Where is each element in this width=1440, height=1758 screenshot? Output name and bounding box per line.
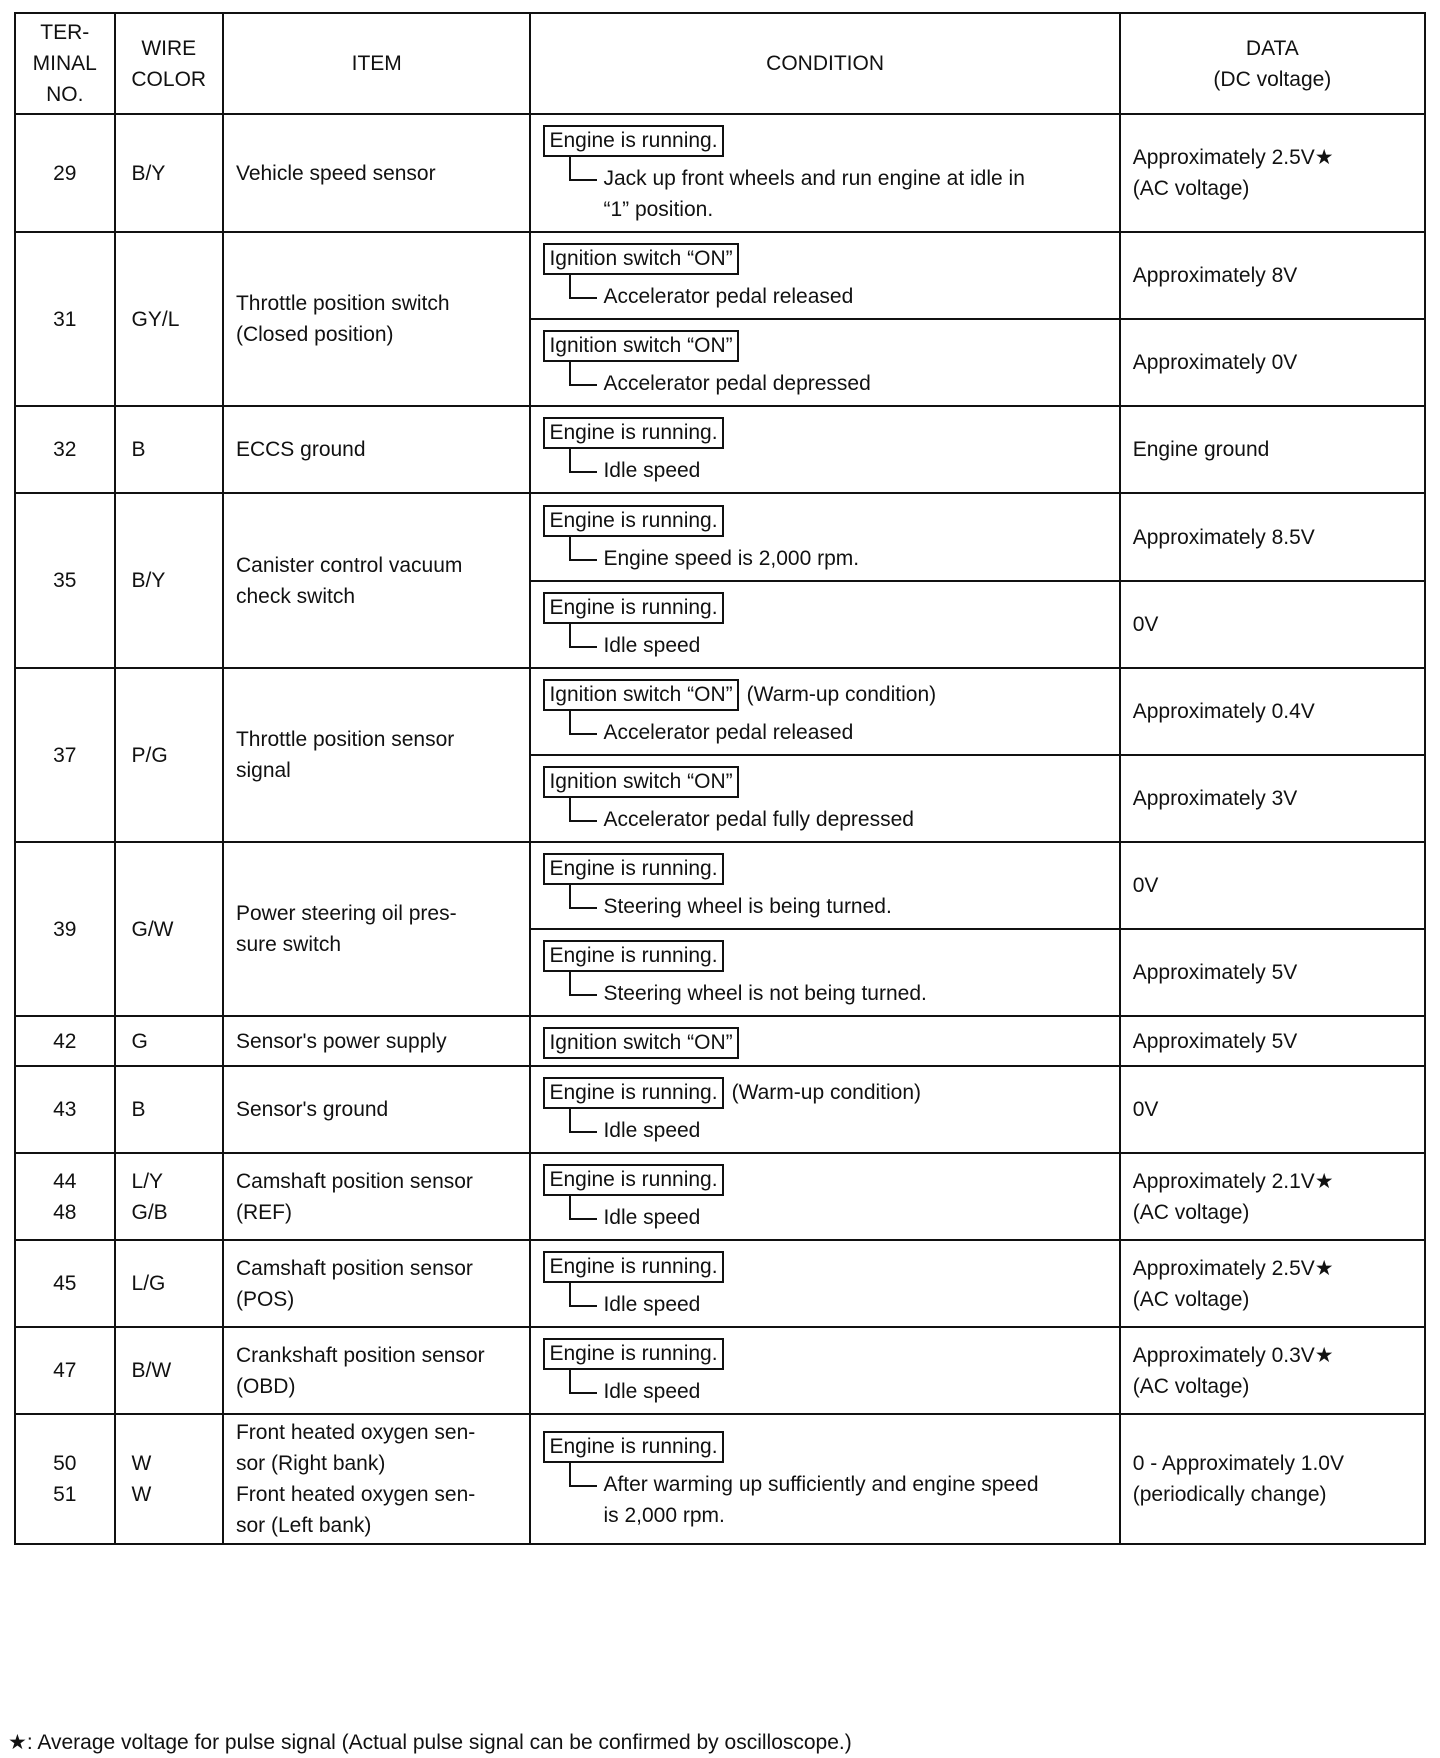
data-value-line: 0V: [1132, 1098, 1159, 1121]
header-data: [1120, 13, 1425, 114]
condition-main: [543, 1251, 1110, 1283]
condition-sub: [543, 1115, 1110, 1146]
item-line: Camshaft position sensor: [235, 1169, 473, 1193]
condition-cell: [530, 1414, 1119, 1544]
condition-box: Engine is running.: [543, 1338, 723, 1370]
condition-connector: [569, 885, 597, 909]
condition-sub-line: Steering wheel is being turned.: [603, 895, 892, 918]
data-value-line: Approximately 5V: [1132, 961, 1298, 984]
condition-sub: [543, 804, 1110, 835]
data-value-line: (AC voltage): [1132, 1287, 1250, 1311]
condition-sub: [543, 891, 1110, 922]
condition-main: [543, 679, 1110, 711]
condition-main: [543, 330, 1110, 362]
wire-color-line: B/W: [131, 1359, 172, 1382]
condition-sub-line: Jack up front wheels and run engine at idle in: [603, 167, 1025, 190]
condition-main: [543, 853, 1110, 885]
condition-sub-line: Accelerator pedal released: [603, 285, 854, 308]
item-cell: [223, 406, 530, 493]
item-line: Vehicle speed sensor: [235, 161, 436, 185]
terminal-no-line: 31: [53, 307, 77, 331]
condition-connector: [569, 537, 597, 561]
table-row: [15, 668, 1425, 755]
terminal-no-cell: [15, 1240, 115, 1327]
data-value-line: 0V: [1132, 874, 1159, 897]
data-cell: [1120, 319, 1425, 406]
header-condition: CONDITION: [530, 13, 1119, 114]
item-cell: [223, 1016, 530, 1066]
terminal-no-line: 45: [53, 1272, 77, 1295]
terminal-no-line: 44: [53, 1169, 77, 1193]
data-value-line: Approximately 5V: [1132, 1029, 1298, 1053]
condition-sub: [543, 163, 1110, 225]
data-value-line: (periodically change): [1132, 1483, 1327, 1506]
item-line: sure switch: [235, 933, 341, 956]
condition-sub: [543, 1202, 1110, 1233]
condition-box: Ignition switch “ON”: [543, 330, 738, 362]
condition-main: [543, 1077, 1110, 1109]
wire-color-line: G: [131, 1029, 148, 1053]
wire-color-line: P/G: [131, 743, 168, 767]
terminal-no-line: 48: [53, 1200, 77, 1224]
header-wire-color: [115, 13, 223, 114]
condition-sub: [543, 455, 1110, 486]
item-cell: [223, 668, 530, 842]
table-row: [15, 1240, 1425, 1327]
data-value-line: (AC voltage): [1132, 1374, 1250, 1398]
data-value-line: (AC voltage): [1132, 177, 1250, 200]
table-row: [15, 1153, 1425, 1240]
data-cell: [1120, 1153, 1425, 1240]
terminal-no-cell: [15, 1327, 115, 1414]
data-value-line: Approximately 2.5V★: [1132, 1256, 1334, 1280]
data-value-line: Approximately 0V: [1132, 351, 1298, 374]
data-cell: [1120, 114, 1425, 232]
header-wire-line: WIRE: [141, 36, 197, 60]
data-value-line: Approximately 0.4V: [1132, 700, 1315, 723]
condition-sub-line: Accelerator pedal fully depressed: [603, 808, 914, 831]
terminal-no-cell: [15, 493, 115, 668]
item-cell: [223, 1327, 530, 1414]
header-terminal-no: [15, 13, 115, 114]
condition-connector: [569, 624, 597, 648]
condition-sub-line: Accelerator pedal released: [603, 721, 854, 744]
wire-color-line: B: [131, 1098, 146, 1121]
condition-sub-line: Idle speed: [603, 1293, 701, 1316]
wire-color-line: G/B: [131, 1200, 168, 1224]
item-line: sor (Right bank): [235, 1452, 386, 1475]
wire-color-line: GY/L: [131, 307, 180, 331]
wire-color-cell: [115, 493, 223, 668]
condition-main: [543, 125, 1110, 157]
item-line: Crankshaft position sensor: [235, 1343, 485, 1367]
data-value-line: 0 - Approximately 1.0V: [1132, 1452, 1344, 1475]
data-cell: [1120, 581, 1425, 668]
header-terminal-line: MINAL: [32, 52, 97, 75]
table-row: [15, 493, 1425, 581]
header-wire-line: COLOR: [131, 67, 207, 91]
condition-connector: [569, 1370, 597, 1394]
terminal-no-cell: [15, 114, 115, 232]
condition-connector: [569, 157, 597, 181]
wire-color-line: L/G: [131, 1272, 166, 1295]
condition-connector: [569, 972, 597, 996]
condition-cell: [530, 1240, 1119, 1327]
wire-color-cell: [115, 1016, 223, 1066]
item-line: signal: [235, 759, 291, 782]
condition-sub-line: Idle speed: [603, 459, 701, 482]
condition-box: Engine is running.: [543, 853, 723, 885]
terminal-data-table: [14, 12, 1426, 1545]
condition-sub-line: Engine speed is 2,000 rpm.: [603, 546, 860, 570]
header-data-line: DATA: [1245, 36, 1299, 60]
terminal-no-cell: [15, 1414, 115, 1544]
wire-color-line: L/Y: [131, 1169, 164, 1193]
condition-sub-line: Idle speed: [603, 634, 701, 657]
terminal-no-cell: [15, 1153, 115, 1240]
item-cell: [223, 1153, 530, 1240]
item-cell: [223, 1066, 530, 1153]
condition-cell: [530, 493, 1119, 581]
condition-cell: [530, 114, 1119, 232]
data-cell: [1120, 668, 1425, 755]
condition-cell: [530, 755, 1119, 842]
data-cell: [1120, 406, 1425, 493]
wire-color-line: B/Y: [131, 569, 166, 592]
data-cell: [1120, 755, 1425, 842]
condition-box: Ignition switch “ON”: [543, 766, 738, 798]
wire-color-line: W: [131, 1452, 152, 1475]
terminal-no-cell: [15, 842, 115, 1016]
condition-cell: [530, 581, 1119, 668]
wire-color-cell: [115, 1327, 223, 1414]
header-data-line: (DC voltage): [1213, 67, 1332, 91]
item-line: (REF): [235, 1200, 292, 1224]
condition-sub-line: Accelerator pedal depressed: [603, 372, 871, 395]
condition-main: [543, 766, 1110, 798]
item-line: Front heated oxygen sen-: [235, 1421, 476, 1444]
wire-color-cell: [115, 1153, 223, 1240]
data-value-line: Approximately 0.3V★: [1132, 1343, 1334, 1367]
terminal-no-line: 32: [53, 438, 77, 461]
terminal-no-line: 29: [53, 161, 77, 185]
condition-sub: [543, 1469, 1110, 1531]
terminal-no-line: 43: [53, 1098, 77, 1121]
data-value-line: Approximately 2.1V★: [1132, 1169, 1334, 1193]
terminal-no-line: 51: [53, 1483, 77, 1506]
condition-box: Engine is running.: [543, 1077, 723, 1109]
wire-color-line: W: [131, 1483, 152, 1506]
condition-sub: [543, 978, 1110, 1009]
condition-main: [543, 592, 1110, 624]
condition-sub-line: After warming up sufficiently and engine speed: [603, 1473, 1039, 1496]
condition-cell: [530, 1153, 1119, 1240]
terminal-no-cell: [15, 1066, 115, 1153]
data-cell: [1120, 1327, 1425, 1414]
condition-cell: [530, 319, 1119, 406]
item-line: Camshaft position sensor: [235, 1256, 473, 1280]
table-row: [15, 114, 1425, 232]
item-cell: [223, 232, 530, 406]
condition-sub-line: is 2,000 rpm.: [603, 1504, 725, 1527]
terminal-no-cell: [15, 668, 115, 842]
data-value-line: Approximately 3V: [1132, 787, 1298, 810]
header-terminal-line: NO.: [46, 83, 84, 106]
item-line: Throttle position sensor: [235, 728, 455, 751]
wire-color-cell: [115, 1066, 223, 1153]
terminal-no-line: 35: [53, 569, 77, 592]
table-row: [15, 406, 1425, 493]
wire-color-line: B: [131, 438, 146, 461]
condition-sub-line: Idle speed: [603, 1206, 701, 1229]
data-cell: [1120, 929, 1425, 1016]
data-value-line: Approximately 8V: [1132, 264, 1298, 287]
wire-color-cell: [115, 232, 223, 406]
item-line: (Closed position): [235, 323, 394, 346]
item-line: Sensor's ground: [235, 1098, 389, 1121]
data-cell: [1120, 232, 1425, 319]
condition-extra: (Warm-up condition): [746, 683, 937, 706]
condition-main: [543, 417, 1110, 449]
item-line: Throttle position switch: [235, 292, 450, 315]
terminal-no-cell: [15, 406, 115, 493]
terminal-no-line: 37: [53, 743, 77, 767]
condition-main: [543, 1027, 1110, 1059]
table-row: [15, 232, 1425, 319]
condition-sub: [543, 1376, 1110, 1407]
condition-sub-line: Idle speed: [603, 1119, 701, 1142]
item-cell: [223, 1240, 530, 1327]
condition-box: Engine is running.: [543, 505, 723, 537]
item-line: Power steering oil pres-: [235, 902, 457, 925]
wire-color-cell: [115, 406, 223, 493]
header-terminal-line: TER-: [40, 21, 90, 44]
wire-color-cell: [115, 1414, 223, 1544]
condition-sub: [543, 1289, 1110, 1320]
item-line: Front heated oxygen sen-: [235, 1483, 476, 1506]
item-line: ECCS ground: [235, 438, 366, 461]
header-row: [15, 13, 1425, 114]
terminal-no-line: 42: [53, 1029, 77, 1053]
condition-box: Engine is running.: [543, 592, 723, 624]
condition-sub: [543, 368, 1110, 399]
data-cell: [1120, 1066, 1425, 1153]
condition-connector: [569, 1196, 597, 1220]
condition-cell: [530, 842, 1119, 929]
table-row: [15, 1066, 1425, 1153]
condition-connector: [569, 1283, 597, 1307]
data-value-line: (AC voltage): [1132, 1200, 1250, 1224]
condition-extra: (Warm-up condition): [731, 1081, 922, 1104]
condition-connector: [569, 798, 597, 822]
item-line: (OBD): [235, 1374, 296, 1398]
data-cell: [1120, 1016, 1425, 1066]
condition-box: Engine is running.: [543, 1164, 723, 1196]
data-value-line: 0V: [1132, 613, 1159, 636]
terminal-no-cell: [15, 232, 115, 406]
header-item: ITEM: [223, 13, 530, 114]
table-row: [15, 1414, 1425, 1544]
item-line: Canister control vacuum: [235, 553, 463, 577]
data-cell: [1120, 842, 1425, 929]
wire-color-cell: [115, 114, 223, 232]
item-cell: [223, 1414, 530, 1544]
condition-main: [543, 1164, 1110, 1196]
wire-color-line: G/W: [131, 917, 174, 941]
condition-connector: [569, 362, 597, 386]
condition-main: [543, 940, 1110, 972]
item-cell: [223, 842, 530, 1016]
wire-color-cell: [115, 1240, 223, 1327]
condition-cell: [530, 1327, 1119, 1414]
table-row: [15, 1327, 1425, 1414]
condition-box: Engine is running.: [543, 417, 723, 449]
condition-box: Engine is running.: [543, 1251, 723, 1283]
condition-sub: [543, 717, 1110, 748]
condition-cell: [530, 668, 1119, 755]
condition-box: Engine is running.: [543, 1431, 723, 1463]
condition-connector: [569, 1109, 597, 1133]
data-value-line: Engine ground: [1132, 438, 1270, 461]
condition-box: Ignition switch “ON”: [543, 679, 738, 711]
condition-cell: [530, 929, 1119, 1016]
condition-connector: [569, 1463, 597, 1487]
table-row: [15, 842, 1425, 929]
condition-main: [543, 1431, 1110, 1463]
terminal-no-line: 39: [53, 917, 77, 941]
condition-sub: [543, 543, 1110, 574]
condition-cell: [530, 232, 1119, 319]
wire-color-cell: [115, 668, 223, 842]
condition-sub-line: “1” position.: [603, 198, 714, 221]
wire-color-line: B/Y: [131, 161, 166, 185]
terminal-no-line: 47: [53, 1359, 77, 1382]
condition-cell: [530, 1016, 1119, 1066]
item-cell: [223, 493, 530, 668]
condition-connector: [569, 711, 597, 735]
condition-box: Engine is running.: [543, 125, 723, 157]
footnote: ★: Average voltage for pulse signal (Actual pulse signal can be confirmed by oscilloscope.): [8, 1731, 852, 1754]
condition-box: Ignition switch “ON”: [543, 243, 738, 275]
data-value-line: Approximately 2.5V★: [1132, 146, 1334, 169]
data-cell: [1120, 1414, 1425, 1544]
item-line: check switch: [235, 584, 356, 608]
condition-main: [543, 243, 1110, 275]
wire-color-cell: [115, 842, 223, 1016]
condition-sub-line: Idle speed: [603, 1380, 701, 1403]
condition-connector: [569, 449, 597, 473]
terminal-no-line: 50: [53, 1452, 77, 1475]
data-value-line: Approximately 8.5V: [1132, 525, 1315, 549]
condition-box: Ignition switch “ON”: [543, 1027, 738, 1059]
terminal-no-cell: [15, 1016, 115, 1066]
table-row: [15, 1016, 1425, 1066]
condition-sub: [543, 630, 1110, 661]
item-cell: [223, 114, 530, 232]
condition-sub-line: Steering wheel is not being turned.: [603, 982, 927, 1005]
condition-sub: [543, 281, 1110, 312]
condition-box: Engine is running.: [543, 940, 723, 972]
condition-connector: [569, 275, 597, 299]
item-line: sor (Left bank): [235, 1514, 372, 1537]
condition-main: [543, 1338, 1110, 1370]
data-cell: [1120, 1240, 1425, 1327]
condition-cell: [530, 1066, 1119, 1153]
condition-cell: [530, 406, 1119, 493]
item-line: (POS): [235, 1287, 295, 1311]
condition-main: [543, 505, 1110, 537]
item-line: Sensor's power supply: [235, 1029, 447, 1053]
data-cell: [1120, 493, 1425, 581]
